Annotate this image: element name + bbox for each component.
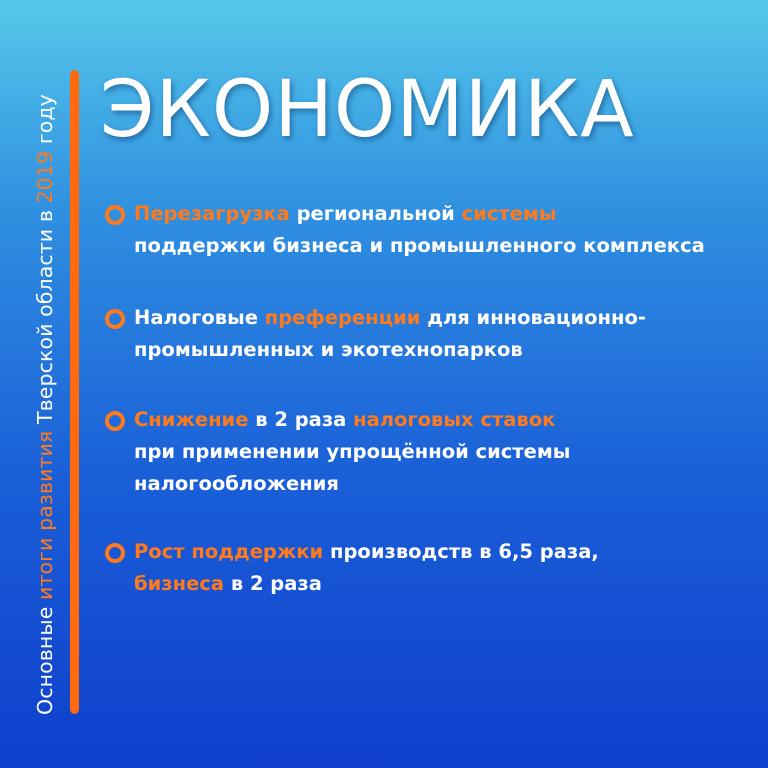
- bullet-highlight: налоговых ставок: [353, 408, 556, 431]
- bullet-line: промышленных и экотехнопарков: [134, 338, 523, 361]
- bullet-item-tax-reduction: [105, 404, 755, 500]
- side-caption-text: году: [33, 94, 57, 151]
- bullet-line: [134, 404, 755, 436]
- bullet-highlight: Рост поддержки: [134, 540, 324, 563]
- ring-bullet-icon: [105, 411, 125, 431]
- bullet-line: [134, 302, 755, 334]
- bullet-item-preferences: [105, 302, 755, 366]
- bullet-list: [105, 198, 755, 640]
- bullet-line: налогообложения: [134, 472, 339, 495]
- side-caption: [28, 65, 62, 715]
- bullet-highlight: системы: [461, 202, 557, 225]
- bullet-highlight: бизнеса: [134, 572, 225, 595]
- bullet-item-reboot: [105, 198, 755, 262]
- bullet-text: Налоговые: [134, 306, 265, 329]
- ring-bullet-icon: [105, 543, 125, 563]
- side-caption-text: Основные: [33, 599, 57, 715]
- ring-bullet-icon: [105, 205, 125, 225]
- side-caption-text: Тверской области в: [33, 203, 57, 431]
- bullet-highlight: преференции: [264, 306, 421, 329]
- bullet-text: в 2 раза: [224, 572, 322, 595]
- bullet-line: [134, 568, 755, 600]
- bullet-line: [134, 198, 755, 230]
- bullet-line: поддержки бизнеса и промышленного комплекса: [134, 234, 705, 257]
- page-title: ЭКОНОМИКА: [100, 65, 635, 155]
- bullet-line: при применении упрощённой системы: [134, 440, 571, 463]
- bullet-highlight: Снижение: [134, 408, 249, 431]
- bullet-text: производств в 6,5 раза,: [323, 540, 599, 563]
- accent-vertical-bar: [70, 70, 79, 714]
- side-caption-highlight: итоги развития: [33, 430, 57, 600]
- bullet-line: [134, 536, 755, 568]
- bullet-text: для инновационно-: [420, 306, 646, 329]
- side-caption-year: 2019: [33, 150, 57, 204]
- bullet-text: в 2 раза: [248, 408, 354, 431]
- bullet-text: региональной: [289, 202, 462, 225]
- ring-bullet-icon: [105, 309, 125, 329]
- bullet-highlight: Перезагрузка: [134, 202, 290, 225]
- bullet-item-support-growth: [105, 536, 755, 600]
